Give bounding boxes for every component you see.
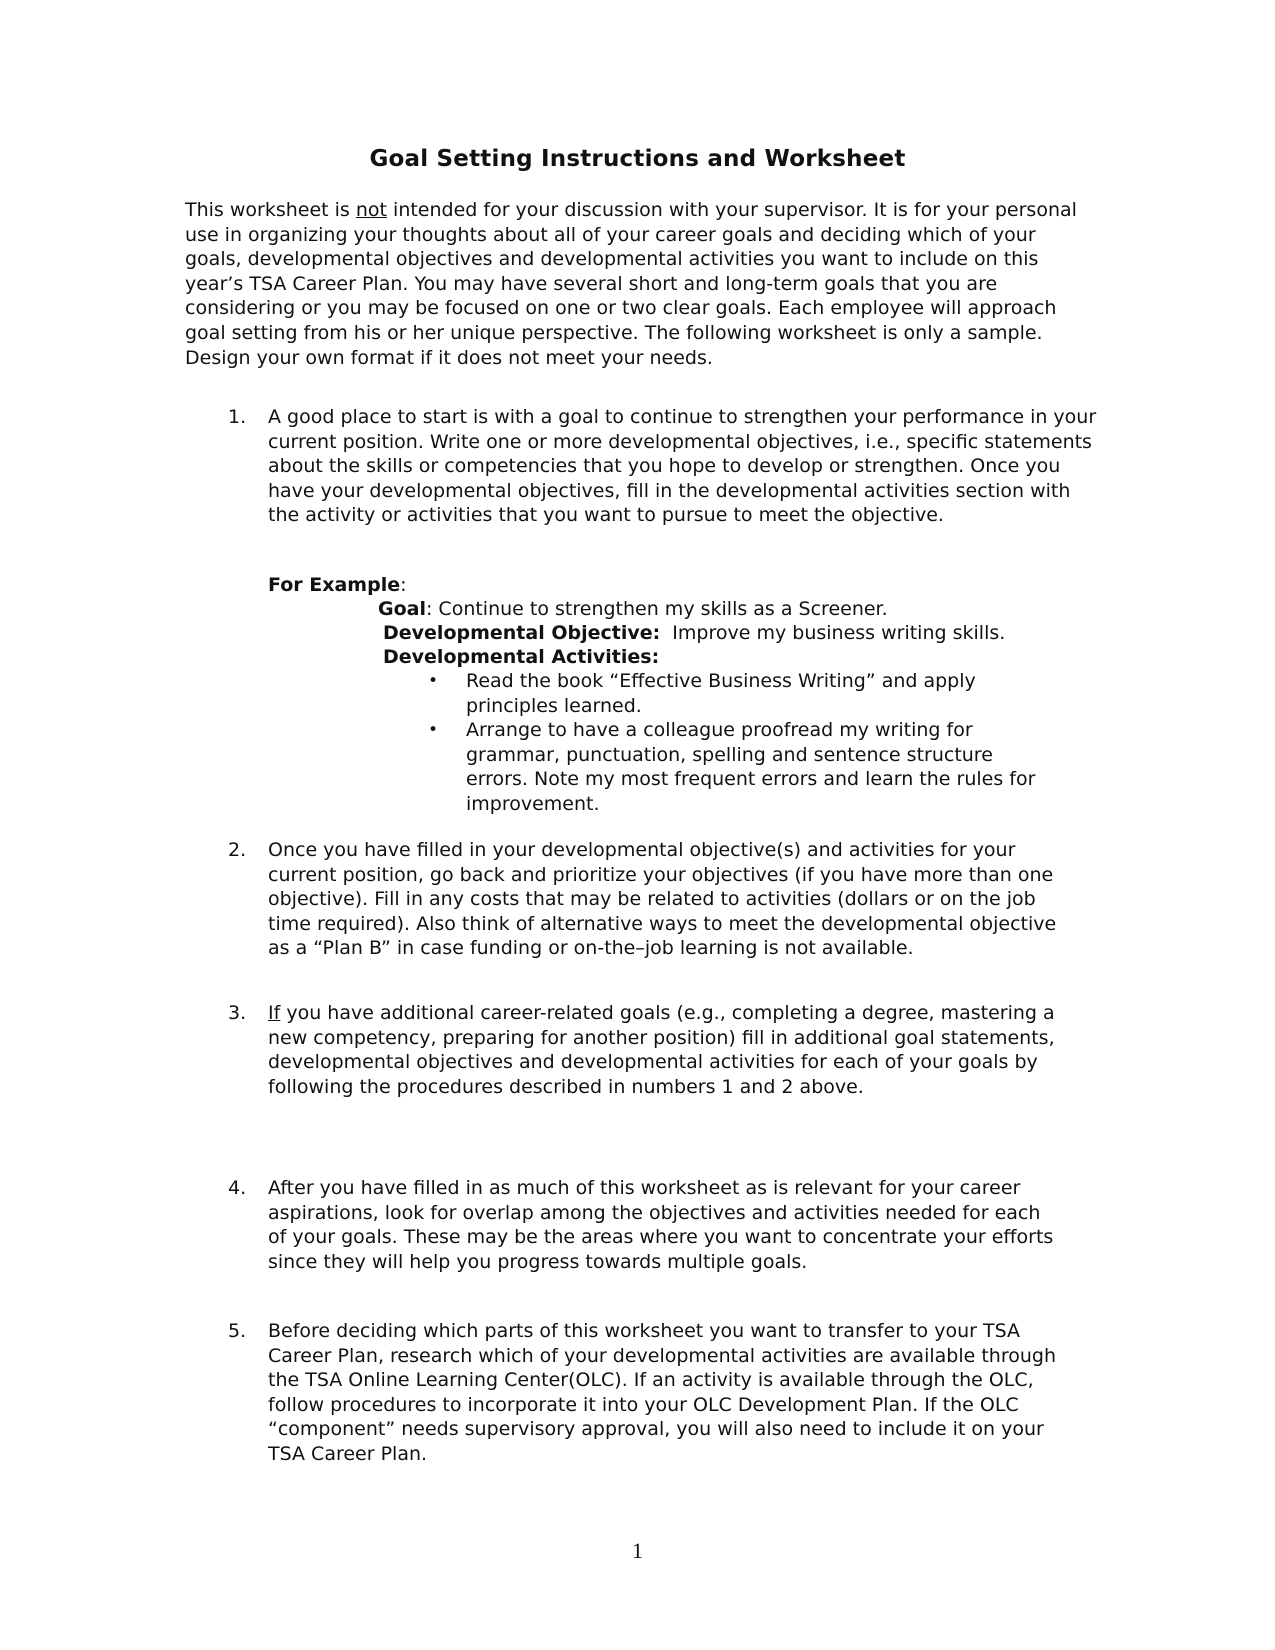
example-objective-text: Improve my business writing skills. xyxy=(660,622,1006,644)
example-goal xyxy=(378,597,888,622)
item-3-emphasis-if: If xyxy=(268,1002,281,1024)
page-title: Goal Setting Instructions and Worksheet xyxy=(369,146,906,172)
example-activities-label: Developmental Activities: xyxy=(383,646,660,668)
item-text-5: Before deciding which parts of this worksheet you want to transfer to your TSA Career Plan, research which of your developmental activities are available through the TSA Online Learning Center(OLC). If an activity is available through the OLC, follow procedures to incorporate it into your OLC Development Plan. If the OLC “component” needs supervisory approval, you will also need to include it on your TSA Career Plan. xyxy=(268,1320,1056,1465)
item-3-text-rest: you have additional career-related goals (e.g., completing a degree, mastering a new competency, preparing for another position) fill in additional goal statements, developmental objectives and developmental activities for each of your goals by following the procedures described in numbers 1 and 2 above. xyxy=(268,1002,1055,1098)
example-goal-label: Goal xyxy=(378,598,426,620)
page-number: 1 xyxy=(632,1538,643,1563)
intro-text-rest: intended for your discussion with your supervisor. It is for your personal use in organizing your thoughts about all of your career goals and deciding which of your goals, developmental objectives and developmental activities you want to include on this year’s TSA Career Plan. You may have several short and long-term goals that you are considering or you may be focused on one or two clear goals. Each employee will approach goal setting from his or her unique perspective. The following worksheet is only a sample. Design your own format if it does not meet your needs. xyxy=(185,199,1077,369)
bullet-icon: • xyxy=(428,671,439,691)
example-activities-heading xyxy=(383,645,659,670)
example-activity-1: Read the book “Effective Business Writing” and apply principles learned. xyxy=(466,670,976,717)
intro-text-start: This worksheet is xyxy=(185,199,356,221)
example-label-text: For Example xyxy=(268,574,401,596)
item-number-3: 3. xyxy=(228,1002,247,1024)
example-activity-2: Arrange to have a colleague proofread my writing for grammar, punctuation, spelling and sentence structure errors. Note my most frequent errors and learn the rules for improvement. xyxy=(466,719,1036,815)
item-number-5: 5. xyxy=(228,1320,247,1342)
item-number-4: 4. xyxy=(228,1177,247,1199)
item-number-2: 2. xyxy=(228,839,247,861)
example-objective xyxy=(383,621,1005,646)
intro-emphasis-not: not xyxy=(355,199,387,221)
example-label-colon: : xyxy=(400,574,407,596)
item-text-1: A good place to start is with a goal to continue to strengthen your performance in your current position. Write one or more developmental objectives, i.e., specific statements about the skills or competencies that you hope to develop or strengthen. Once you have your developmental objectives, fill in the developmental activities section with the activity or activities that you want to pursue to meet the objective. xyxy=(268,406,1097,527)
item-text-3 xyxy=(268,1001,1068,1099)
example-objective-label: Developmental Objective: xyxy=(383,622,661,644)
item-text-2: Once you have filled in your developmental objective(s) and activities for your current position, go back and prioritize your objectives (if you have more than one objective). Fill in any costs that may be related to activities (dollars or on the job time required). Also think of alternative ways to meet the developmental objective as a “Plan B” in case funding or on-the–job learning is not available. xyxy=(268,839,1057,960)
example-goal-text: : Continue to strengthen my skills as a Screener. xyxy=(425,598,888,620)
example-label xyxy=(268,573,407,598)
intro-paragraph xyxy=(185,198,1085,370)
bullet-icon: • xyxy=(428,720,439,740)
item-text-4: After you have filled in as much of this worksheet as is relevant for your career aspirations, look for overlap among the objectives and activities needed for each of your goals. These may be the areas where you want to concentrate your efforts since they will help you progress towards multiple goals. xyxy=(268,1177,1054,1273)
item-number-1: 1. xyxy=(228,406,247,428)
